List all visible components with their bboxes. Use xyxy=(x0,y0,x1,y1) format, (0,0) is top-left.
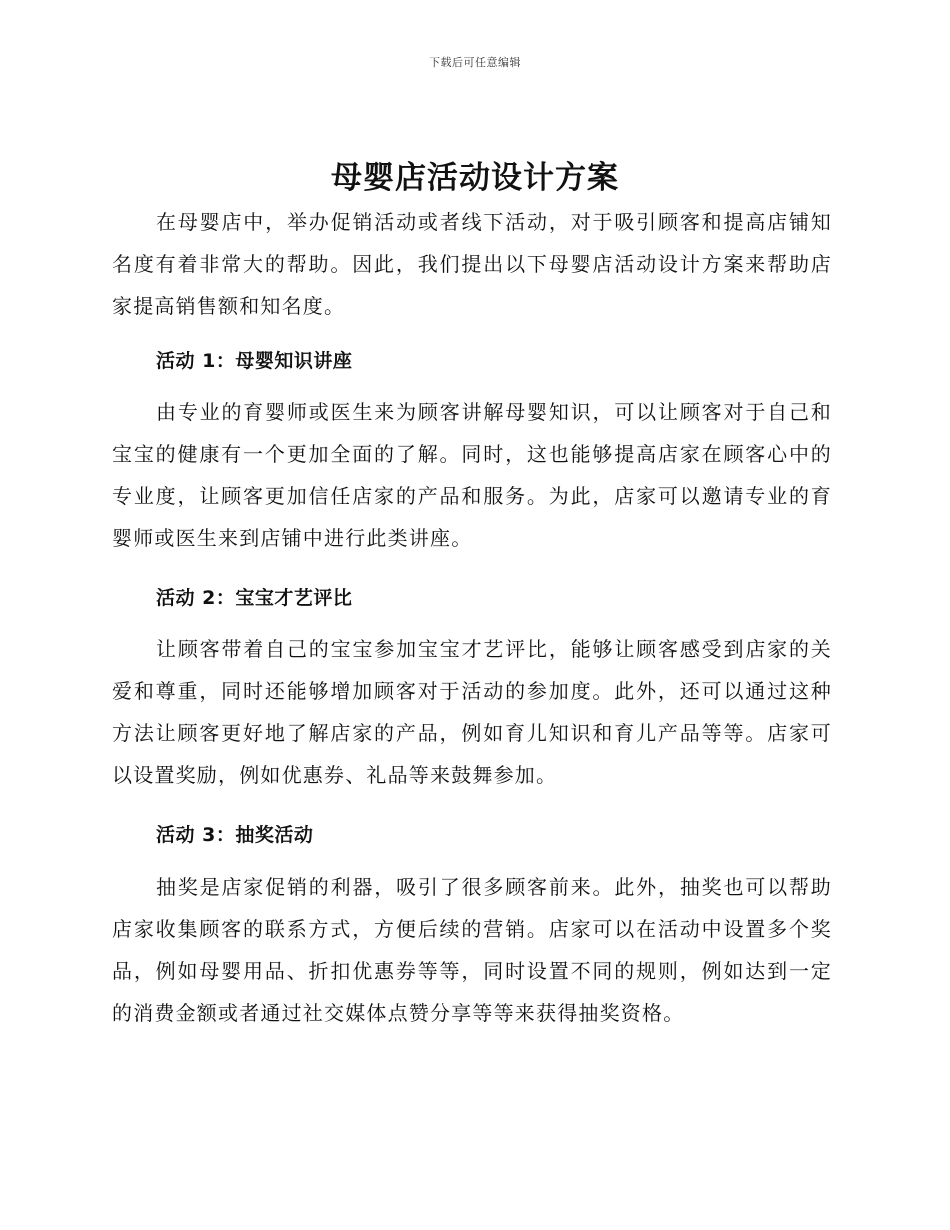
section-heading-2: 活动 2：宝宝才艺评比 xyxy=(156,587,353,609)
section-body-3: 抽奖是店家促销的利器，吸引了很多顾客前来。此外，抽奖也可以帮助店家收集顾客的联系方式，方便后续的营销。店家可以在活动中设置多个奖品，例如母婴用品、折扣优惠券等等，同时设置不同的规则，例如达到一定的消费金额或者通过社交媒体点赞分享等等来获得抽奖资格。 xyxy=(112,875,832,1025)
section-heading-3: 活动 3：抽奖活动 xyxy=(156,824,314,846)
section-body-2: 让顾客带着自己的宝宝参加宝宝才艺评比，能够让顾客感受到店家的关爱和尊重，同时还能够增加顾客对于活动的参加度。此外，还可以通过这种方法让顾客更好地了解店家的产品，例如育儿知识和育儿产品等等。店家可以设置奖励，例如优惠券、礼品等来鼓舞参加。 xyxy=(112,637,832,787)
section-heading-1: 活动 1：母婴知识讲座 xyxy=(156,350,353,372)
header-note: 下载后可任意编辑 xyxy=(429,56,521,69)
document-title: 母婴店活动设计方案 xyxy=(331,160,619,196)
intro-paragraph: 在母婴店中，举办促销活动或者线下活动，对于吸引顾客和提高店铺知名度有着非常大的帮助。因此，我们提出以下母婴店活动设计方案来帮助店家提高销售额和知名度。 xyxy=(112,210,832,318)
section-body-1: 由专业的育婴师或医生来为顾客讲解母婴知识，可以让顾客对于自己和宝宝的健康有一个更加全面的了解。同时，这也能够提高店家在顾客心中的专业度，让顾客更加信任店家的产品和服务。为此，店家可以邀请专业的育婴师或医生来到店铺中进行此类讲座。 xyxy=(112,400,832,550)
